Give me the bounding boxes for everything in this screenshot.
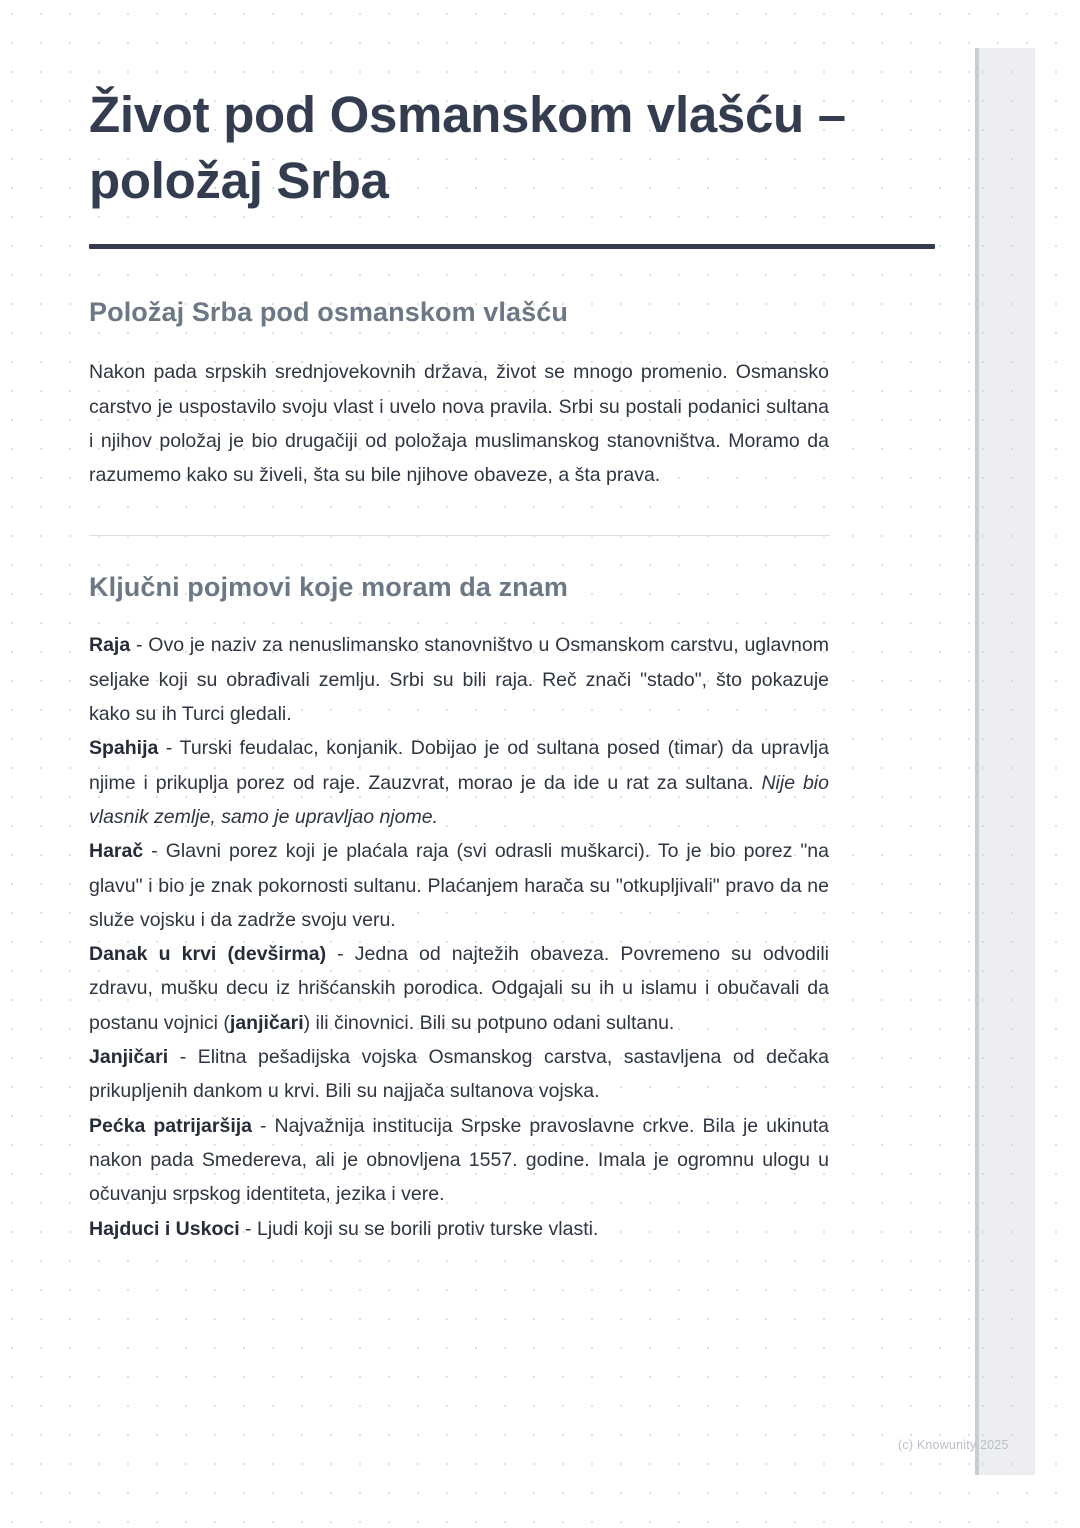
page-edge-band (975, 48, 1035, 1475)
term-label: Danak u krvi (devširma) (89, 943, 327, 966)
section-polozaj-srba (89, 249, 935, 493)
term-definition: Glavni porez koji je plaćala raja (svi odrasli muškarci). To je bio porez "na glavu" i bio je znak pokornosti sultanu. Plaćanjem harača su "otkupljivali" pravo da ne služe vojsku i da zadrže svoju veru. (89, 840, 829, 931)
term-definition: Elitna pešadijska vojska Osmanskog carstva, sastavljena od dečaka prikupljenih dankom u krvi. Bili su najjača sultanova vojska. (89, 1046, 829, 1103)
page-title: Život pod Osmanskom vlašću – položaj Srba (89, 86, 846, 210)
term-dash: - (168, 1046, 198, 1069)
term-dash: - (252, 1114, 275, 1137)
section-heading-kljucni-pojmovi: Ključni pojmovi koje moram da znam (89, 571, 568, 602)
term-definition-bold-inline: janjičari (229, 1011, 304, 1034)
term-label: Pećka patrijaršija (89, 1114, 253, 1137)
term-definition: Ljudi koji su se borili protiv turske vlasti. (256, 1217, 599, 1240)
term-entry-hajduci-i-uskoci (89, 1212, 829, 1246)
term-definition-tail: ) ili činovnici. Bili su potpuno odani sultanu. (303, 1011, 675, 1034)
term-dash: - (239, 1217, 257, 1240)
term-entry-janjicari (89, 1040, 829, 1109)
term-label: Hajduci i Uskoci (89, 1217, 240, 1240)
section-kljucni-pojmovi (89, 536, 935, 1246)
term-label: Janjičari (89, 1046, 169, 1069)
term-label: Raja (89, 634, 131, 657)
section-heading-polozaj-srba: Položaj Srba pod osmanskom vlašću (89, 296, 568, 327)
term-label: Spahija (89, 737, 159, 760)
term-dash: - (158, 737, 180, 760)
term-definition: Ovo je naziv za nenuslimansko stanovništvo u Osmanskom carstvu, uglavnom seljake koji su obrađivali zemlju. Srbi su bili raja. Reč znači "stado", što pokazuje kako su ih Turci gledali. (89, 634, 829, 725)
term-dash: - (130, 634, 149, 657)
term-entry-spahija (89, 731, 829, 834)
section-paragraph-intro: Nakon pada srpskih srednjovekovnih država, život se mnogo promenio. Osmansko carstvo je uspostavilo svoju vlast i uvelo nova pravila. Srbi su postali podanici sultana i njihov položaj je bio drugačiji od položaja muslimanskog stanovništva. Moramo da razumemo kako su živeli, šta su bile njihove obaveze, a šta prava. (89, 361, 829, 487)
term-label: Harač (89, 840, 144, 863)
term-entry-pecka-patrijarsija (89, 1109, 829, 1212)
term-definition: Najvažnija institucija Srpske pravoslavne crkve. Bila je ukinuta nakon pada Smedereva, ali je obnovljena 1557. godine. Imala je ogromnu ulogu u očuvanju srpskog identiteta, jezika i vere. (89, 1114, 830, 1206)
term-definition-italic: Nije bio vlasnik zemlje, samo je upravljao njome. (89, 771, 829, 828)
copyright-watermark: (c) Knowunity 2025 (898, 1438, 1009, 1452)
term-entry-danak-u-krvi (89, 937, 829, 1040)
document-content (89, 0, 935, 1246)
term-dash: - (143, 840, 166, 863)
term-dash: - (326, 943, 355, 966)
term-definition: Jedna od najtežih obaveza. Povremeno su odvodili zdravu, mušku decu iz hrišćanskih porodica. Odgajali su ih u islamu i obučavali da postanu vojnici ( (89, 943, 830, 1034)
term-definition: Turski feudalac, konjanik. Dobijao je od sultana posed (timar) da upravlja njime i prikuplja porez od raje. Zauzvrat, morao je da ide u rat za sultana. (89, 737, 829, 794)
page-edge-line (975, 48, 979, 1475)
term-entry-harac (89, 834, 829, 937)
term-entry-raja (89, 628, 829, 731)
